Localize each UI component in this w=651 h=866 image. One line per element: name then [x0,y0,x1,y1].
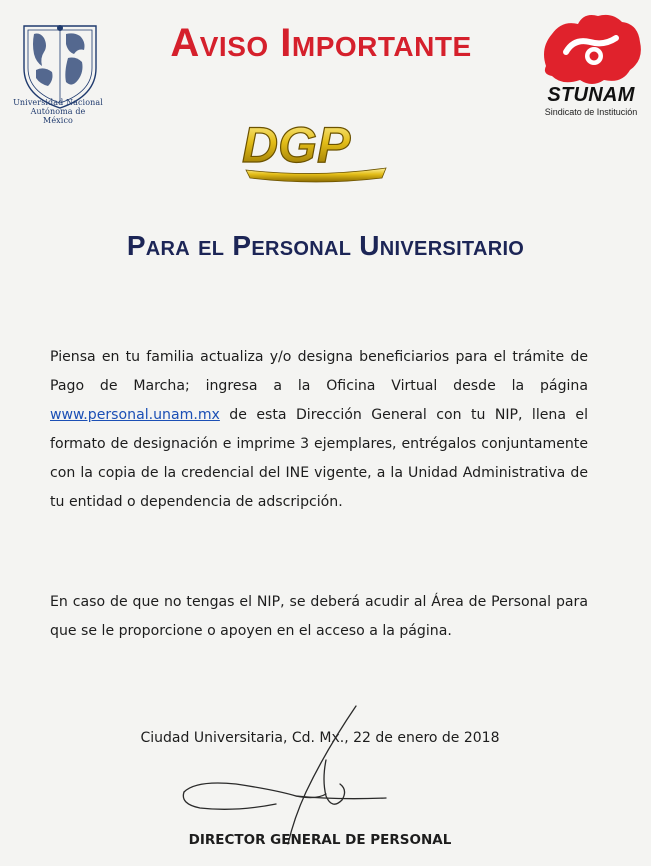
page-title: Aviso Importante [170,21,472,65]
signer-title: DIRECTOR GENERAL DE PERSONAL [188,832,452,848]
dgp-logo-text: DGP [242,117,351,173]
personal-unam-link[interactable]: www.personal.unam.mx [50,407,220,423]
body-paragraph-2: En caso de que no tengas el NIP, se deberá acudir al Área de Personal para que se le proporcione o apoyen en el acceso a la página. [50,594,588,639]
audience-heading: Para el Personal Universitario [126,230,525,261]
handwritten-signature-icon [176,700,396,850]
dgp-logo-icon [236,112,396,184]
unam-caption-line: Universidad Nacional [13,98,103,107]
unam-caption-line: México [43,116,73,125]
unam-caption-line: Autónoma de [30,107,86,116]
body-paragraph-1 [50,343,588,517]
stunam-logo-icon [538,8,644,88]
paragraph-text: Piensa en tu familia actualiza y/o designa beneficiarios para el trámite de Pago de Marcha; ingresa a la Oficina Virtual desde la página [50,349,588,394]
unam-caption [6,98,110,125]
paragraph-text: de esta Dirección General con tu NIP, llena el formato de designación e imprime 3 ejemplares, entrégalos conjuntamente con la copia de la credencial del INE vigente, a la Unidad Administrativa de tu entidad o dependencia de adscripción. [50,407,588,510]
stunam-name: STUNAM [547,84,635,106]
dateline: Ciudad Universitaria, Cd. Mx., 22 de enero de 2018 [140,730,500,746]
stunam-subtitle: Sindicato de Institución [544,107,638,117]
